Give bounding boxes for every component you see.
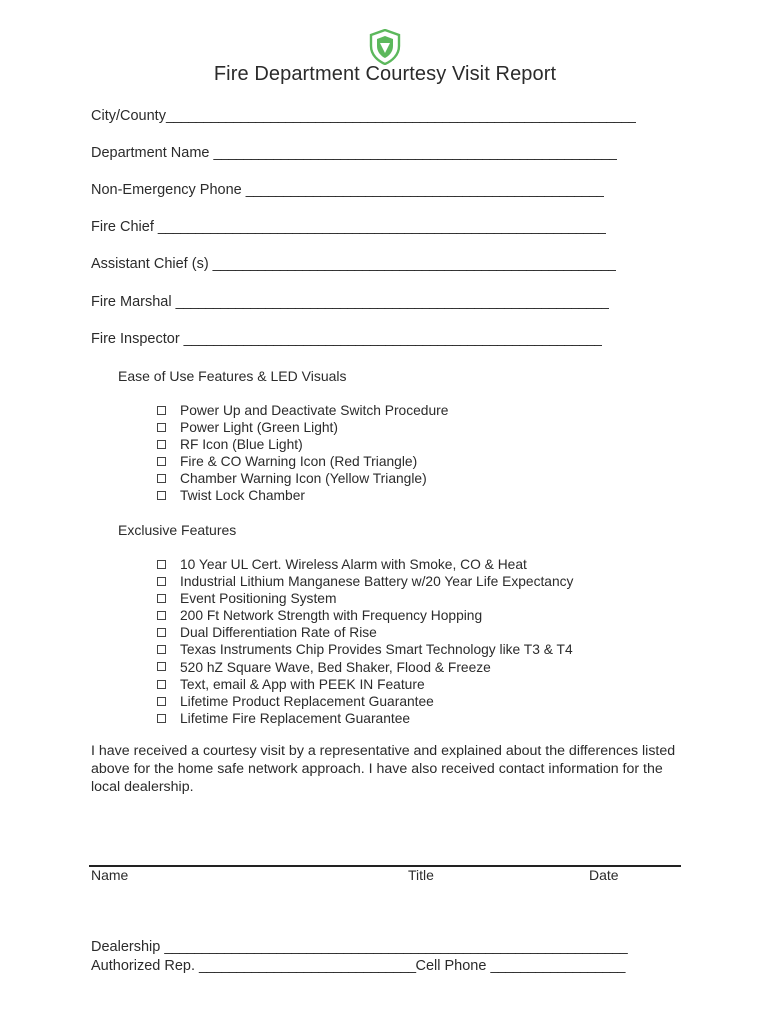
- field-label: Non-Emergency Phone: [91, 182, 246, 198]
- field-line: ____________________________________________________________: [157, 219, 606, 235]
- list-item[interactable]: [157, 556, 573, 573]
- field-line: __________________________________________________________: [175, 294, 609, 310]
- list-item-label: 520 hZ Square Wave, Bed Shaker, Flood & Freeze: [180, 659, 491, 675]
- field-line: ______________________________________________________: [212, 256, 616, 272]
- list-item[interactable]: [157, 607, 573, 624]
- list-item-label: Lifetime Fire Replacement Guarantee: [180, 710, 411, 726]
- list-item[interactable]: [157, 641, 573, 658]
- signature-date-label: Date: [589, 867, 619, 883]
- checkbox[interactable]: [157, 628, 166, 637]
- list-item-label: Power Up and Deactivate Switch Procedure: [180, 403, 449, 418]
- page-title: Fire Department Courtesy Visit Report: [213, 63, 557, 85]
- list-item-label: Fire & CO Warning Icon (Red Triangle): [180, 454, 418, 470]
- field-line: ________________________________________________________: [183, 331, 602, 347]
- checkbox[interactable]: [157, 440, 166, 449]
- list-item[interactable]: [157, 470, 448, 487]
- checkbox[interactable]: [157, 577, 166, 586]
- field-line: _______________________________________________________________: [165, 108, 637, 124]
- field-label: Department Name: [91, 145, 214, 161]
- signature-name-label: Name: [91, 867, 129, 883]
- fire-inspector-field[interactable]: [91, 331, 602, 347]
- list-item-label: Twist Lock Chamber: [180, 488, 305, 504]
- list-item[interactable]: [157, 402, 448, 419]
- city-county-field[interactable]: [91, 108, 636, 124]
- fire-chief-field[interactable]: [91, 219, 606, 235]
- non-emergency-phone-field[interactable]: [91, 182, 604, 198]
- list-item-label: Chamber Warning Icon (Yellow Triangle): [180, 471, 427, 487]
- field-label: Assistant Chief (s): [91, 256, 213, 272]
- shield-emblem-icon: [369, 29, 401, 65]
- list-item-label: Industrial Lithium Manganese Battery w/20 Year Life Expectancy: [180, 574, 574, 590]
- cell-phone-label: Cell Phone: [415, 958, 491, 974]
- acknowledgement-statement: I have received a courtesy visit by a representative and explained about the differences listed above for the home safe network approach. I have also received contact information for the local dealership.: [91, 743, 676, 795]
- assistant-chief-field[interactable]: [91, 256, 616, 272]
- cell-phone-line: __________________: [490, 958, 625, 974]
- field-line: ______________________________________________________________: [164, 939, 628, 955]
- ease-section-heading: Ease of Use Features & LED Visuals: [118, 368, 347, 384]
- field-line: ________________________________________________: [245, 182, 605, 198]
- list-item[interactable]: [157, 487, 448, 504]
- exclusive-section-heading: Exclusive Features: [118, 522, 237, 538]
- checkbox[interactable]: [157, 714, 166, 723]
- list-item[interactable]: [157, 453, 448, 470]
- checkbox[interactable]: [157, 662, 166, 671]
- list-item-label: Power Light (Green Light): [180, 420, 338, 436]
- field-label: City/County: [91, 108, 166, 124]
- field-label: Dealership: [91, 939, 165, 955]
- list-item-label: RF Icon (Blue Light): [180, 437, 303, 453]
- authorized-rep-field[interactable]: [91, 958, 625, 974]
- field-label: Fire Marshal: [91, 294, 176, 310]
- field-label: Fire Inspector: [91, 331, 184, 347]
- checkbox[interactable]: [157, 680, 166, 689]
- list-item[interactable]: [157, 624, 573, 641]
- list-item[interactable]: [157, 710, 573, 727]
- field-line: ______________________________________________________: [213, 145, 617, 161]
- list-item-label: 10 Year UL Cert. Wireless Alarm with Smoke, CO & Heat: [180, 557, 527, 572]
- list-item[interactable]: [157, 590, 573, 607]
- checkbox[interactable]: [157, 560, 166, 569]
- checkbox[interactable]: [157, 406, 166, 415]
- checkbox[interactable]: [157, 457, 166, 466]
- checkbox[interactable]: [157, 491, 166, 500]
- department-name-field[interactable]: [91, 145, 617, 161]
- list-item[interactable]: [157, 676, 573, 693]
- field-label: Fire Chief: [91, 219, 158, 235]
- field-label: Authorized Rep.: [91, 958, 200, 974]
- exclusive-feature-list: [157, 556, 573, 727]
- checkbox[interactable]: [157, 423, 166, 432]
- ease-feature-list: [157, 402, 448, 505]
- list-item-label: Dual Differentiation Rate of Rise: [180, 625, 377, 641]
- checkbox[interactable]: [157, 611, 166, 620]
- dealership-field[interactable]: [91, 939, 627, 955]
- list-item[interactable]: [157, 659, 573, 676]
- list-item-label: Text, email & App with PEEK IN Feature: [180, 676, 425, 692]
- list-item-label: Event Positioning System: [180, 591, 337, 607]
- field-line: _____________________________: [199, 958, 416, 974]
- checkbox[interactable]: [157, 645, 166, 654]
- list-item-label: 200 Ft Network Strength with Frequency Hopping: [180, 608, 483, 624]
- list-item-label: Lifetime Product Replacement Guarantee: [180, 693, 434, 709]
- list-item[interactable]: [157, 573, 573, 590]
- list-item-label: Texas Instruments Chip Provides Smart Technology like T3 & T4: [180, 642, 573, 658]
- checkbox[interactable]: [157, 594, 166, 603]
- list-item[interactable]: [157, 436, 448, 453]
- fire-marshal-field[interactable]: [91, 294, 609, 310]
- signature-title-label: Title: [408, 867, 434, 883]
- checkbox[interactable]: [157, 474, 166, 483]
- list-item[interactable]: [157, 693, 573, 710]
- list-item[interactable]: [157, 419, 448, 436]
- checkbox[interactable]: [157, 697, 166, 706]
